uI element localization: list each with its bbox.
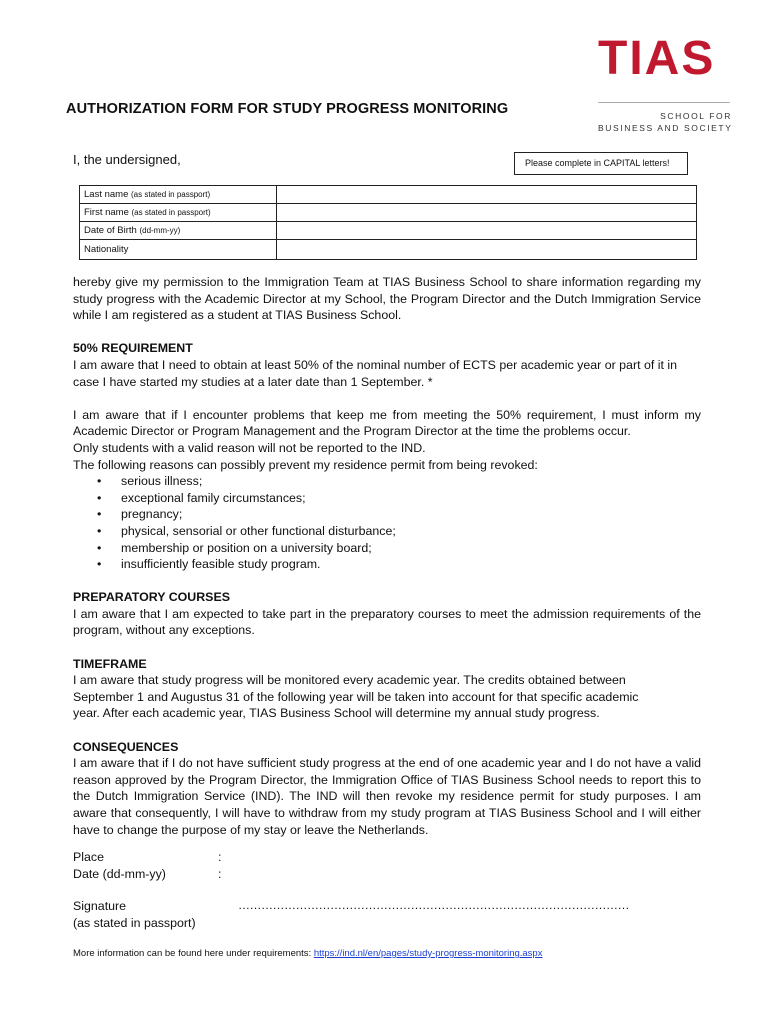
list-item: • membership or position on a university board; (97, 540, 701, 557)
timeframe-heading: TIMEFRAME (73, 656, 147, 671)
nationality-field[interactable] (277, 240, 697, 260)
logo-divider (598, 102, 730, 103)
requirement-paragraph-1: I am aware that I need to obtain at least 50% of the nominal number of ECTS per academic year or part of it in case I have started my studies at a later date than 1 September. * (73, 357, 678, 389)
place-colon: : (218, 850, 222, 864)
ind-info-link[interactable]: https://ind.nl/en/pages/study-progress-monitoring.aspx (313, 948, 543, 959)
last-name-field[interactable] (277, 186, 697, 204)
consequences-heading: CONSEQUENCES (73, 739, 179, 754)
timeframe-line-3: year. After each academic year, TIAS Business School will determine my annual study progress. (73, 706, 600, 721)
logo-tagline-2: BUSINESS AND SOCIETY (598, 123, 733, 133)
consequences-paragraph: I am aware that if I do not have sufficient study progress at the end of one academic year and I do not have a valid reason approved by the Program Director, the Immigration Office of TIAS Business School needs to report this to the Dutch Immigration Service (IND). The IND will then revoke my residence permit for study purposes. I am aware that consequently, I will have to withdraw from my study program at TIAS Business School and I will either have to change the purpose of my stay or leave the Netherlands. (73, 756, 701, 837)
requirement-paragraph-3: Only students with a valid reason will not be reported to the IND. (73, 440, 426, 455)
logo-tagline-1: SCHOOL FOR (660, 111, 732, 121)
table-row (80, 204, 697, 222)
reasons-list (73, 473, 701, 573)
timeframe-line-2: September 1 and Augustus 31 of the following year will be taken into account for that specific academic (73, 689, 639, 704)
footer-text: More information can be found here under requirements: (73, 948, 314, 959)
date-of-birth-field[interactable] (277, 222, 697, 240)
signature-line[interactable]: ………………………………………………………………………………………… (238, 898, 629, 912)
timeframe-line-1: I am aware that study progress will be monitored every academic year. The credits obtained between (73, 673, 626, 688)
footer-info (73, 948, 542, 959)
table-row (80, 240, 697, 260)
table-row (80, 222, 697, 240)
preparatory-paragraph: I am aware that I am expected to take part in the preparatory courses to meet the admission requirements of the program, without any exceptions. (73, 606, 701, 638)
requirement-heading: 50% REQUIREMENT (73, 341, 193, 356)
place-label: Place (73, 850, 104, 864)
signature-block (73, 898, 196, 931)
permission-paragraph: hereby give my permission to the Immigration Team at TIAS Business School to share information regarding my study progress with the Academic Director at my School, the Program Director and the Dutch Immigration Service while I am registered as a student at TIAS Business School. (73, 275, 701, 323)
date-colon: : (218, 866, 222, 881)
capital-letters-note: Please complete in CAPITAL letters! (514, 152, 688, 175)
requirement-paragraph-4: The following reasons can possibly prevent my residence permit from being revoked: (73, 457, 538, 472)
nationality-label: Nationality (80, 240, 277, 260)
first-name-label: First name (as stated in passport) (80, 204, 277, 222)
list-item: • physical, sensorial or other functional disturbance; (97, 523, 701, 540)
intro-text: I, the undersigned, (73, 152, 181, 167)
first-name-field[interactable] (277, 204, 697, 222)
date-label: Date (dd-mm-yy) (73, 866, 166, 881)
form-body (73, 274, 701, 838)
preparatory-heading: PREPARATORY COURSES (73, 590, 230, 605)
date-of-birth-label: Date of Birth (dd-mm-yy) (80, 222, 277, 240)
list-item: • exceptional family circumstances; (97, 490, 701, 507)
list-item: • insufficiently feasible study program. (97, 556, 701, 573)
list-item: • pregnancy; (97, 506, 701, 523)
signature-note: (as stated in passport) (73, 915, 196, 930)
last-name-label: Last name (as stated in passport) (80, 186, 277, 204)
table-row (80, 186, 697, 204)
signature-label: Signature (73, 899, 127, 913)
requirement-paragraph-2: I am aware that if I encounter problems that keep me from meeting the 50% requirement, I must inform my Academic Director or Program Management and the Program Director at the time the problems occur. (73, 407, 701, 439)
tias-logo (598, 32, 738, 133)
form-title: AUTHORIZATION FORM FOR STUDY PROGRESS MONITORING (66, 101, 509, 117)
list-item: • serious illness; (97, 473, 701, 490)
identity-table (79, 185, 697, 260)
logo-wordmark: TIAS (598, 32, 716, 85)
